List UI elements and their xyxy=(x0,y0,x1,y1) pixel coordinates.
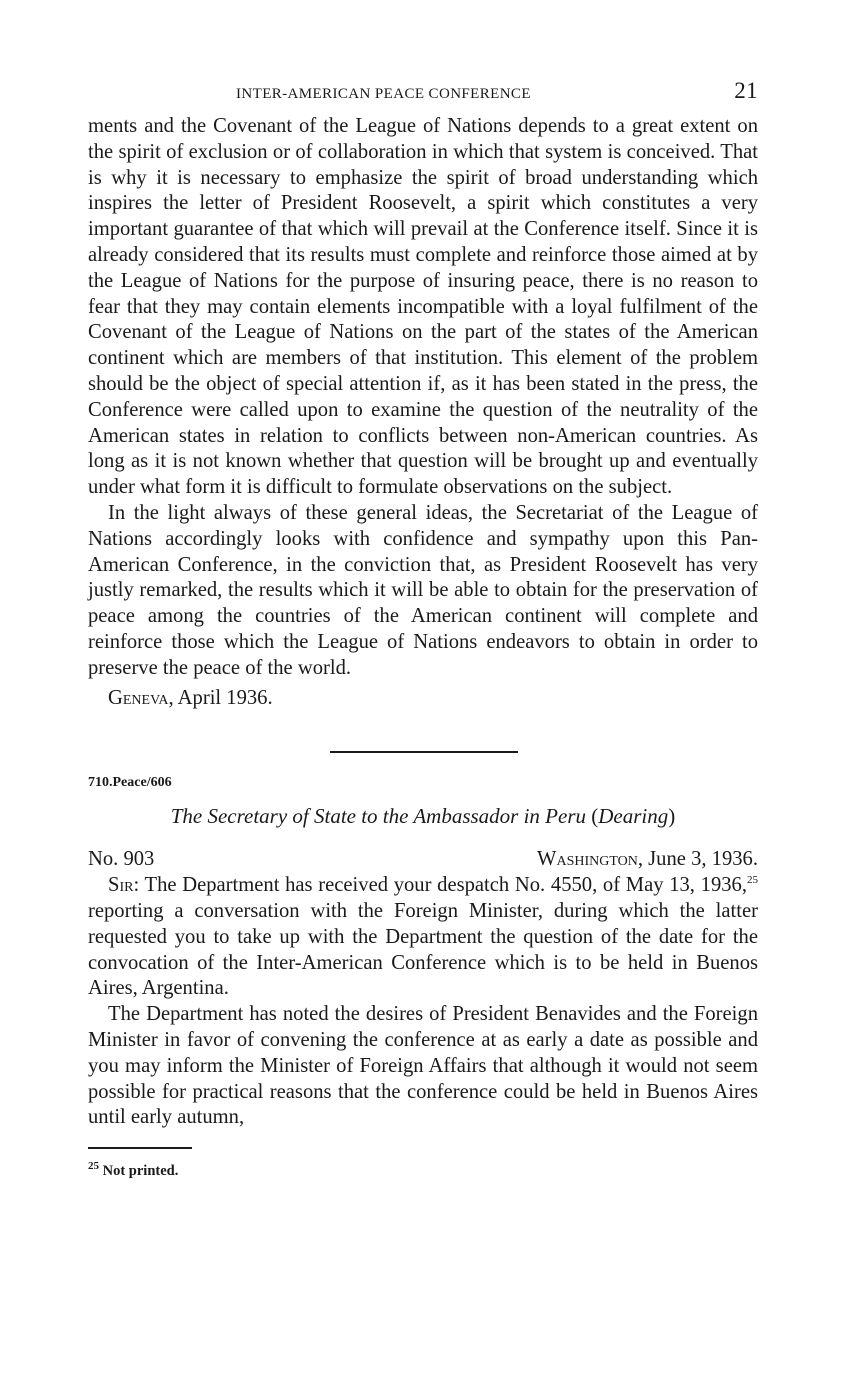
section-divider xyxy=(330,751,518,753)
document-title xyxy=(88,803,758,829)
paragraph: ments and the Covenant of the League of Nations depends to a great extent on the spirit of exclusion or of collaboration in which that system is conceived. That is why it is necessary to emphasize the spirit of broad understanding which inspires the letter of President Roosevelt, a spirit which constitutes a very important guarantee of that which will prevail at the Conference itself. Since it is already considered that its results must complete and reinforce those aimed at by the League of Nations for the purpose of insuring peace, there is no reason to fear that they may contain elements incompatible with a loyal fulfilment of the Covenant of the League of Nations on the part of the states of the American continent which are members of that institution. This element of the problem should be the object of special attention if, as it has been stated in the press, the Conference were called upon to examine the question of the neutrality of the American states in relation to conflicts between non-American countries. As long as it is not known whether that question will be brought up and eventually under what form it is difficult to formulate observations on the subject. xyxy=(88,115,758,499)
file-number: 710.Peace/606 xyxy=(88,775,172,791)
document-page xyxy=(88,78,758,1180)
letter-text: : The Department has received your despatch No. 4550, of May 13, 1936, xyxy=(133,874,747,897)
footnote-marker: 25 xyxy=(88,1160,99,1173)
letter-body xyxy=(88,873,758,1131)
place-date xyxy=(537,847,758,873)
footnote-divider xyxy=(88,1147,192,1149)
dateline xyxy=(88,847,758,873)
dateline-date: , June 3, 1936. xyxy=(637,848,758,871)
despatch-number: No. 903 xyxy=(88,848,155,871)
signoff-date: , April 1936. xyxy=(168,686,273,709)
running-title: INTER-AMERICAN PEACE CONFERENCE xyxy=(236,86,531,102)
footnote xyxy=(88,1160,758,1180)
footnote-ref: 25 xyxy=(747,874,758,887)
title-close-paren: ) xyxy=(668,804,676,829)
signoff xyxy=(88,686,758,712)
document-title-main: The Secretary of State to the Ambassador in Peru xyxy=(170,804,587,829)
paragraph: In the light always of these general ideas, the Secretariat of the League of Nations accordingly looks with confidence and sympathy upon this Pan-American Conference, in the conviction that, as President Roosevelt has very justly remarked, the results which it will be able to obtain for the preservation of peace among the countries of the American continent will complete and reinforce those which the League of Nations endeavors to obtain in order to preserve the peace of the world. xyxy=(88,501,758,679)
title-open-paren: ( xyxy=(591,804,599,829)
document-title-addressee: Dearing xyxy=(598,804,669,829)
paragraph xyxy=(88,873,758,1002)
letter-text: reporting a conversation with the Foreign Minister, during which the latter requested you to take up with the Department the question of the date for the convocation of the Inter-American Conference which is to be held in Buenos Aires, Argentina. xyxy=(88,899,758,1000)
dateline-place: Washington xyxy=(537,848,638,871)
salutation: Sir xyxy=(108,874,134,897)
signoff-place: Geneva xyxy=(108,686,169,709)
body-text xyxy=(88,114,758,711)
running-header xyxy=(88,78,758,114)
paragraph: The Department has noted the desires of President Benavides and the Foreign Minister in favor of convening the conference at as early a date as possible and you may inform the Minister of Foreign Affairs that although it would not seem possible for practical reasons that the conference could be held in Buenos Aires until early autumn, xyxy=(88,1003,758,1129)
footnote-text: Not printed. xyxy=(99,1163,179,1180)
page-number: 21 xyxy=(734,78,758,103)
